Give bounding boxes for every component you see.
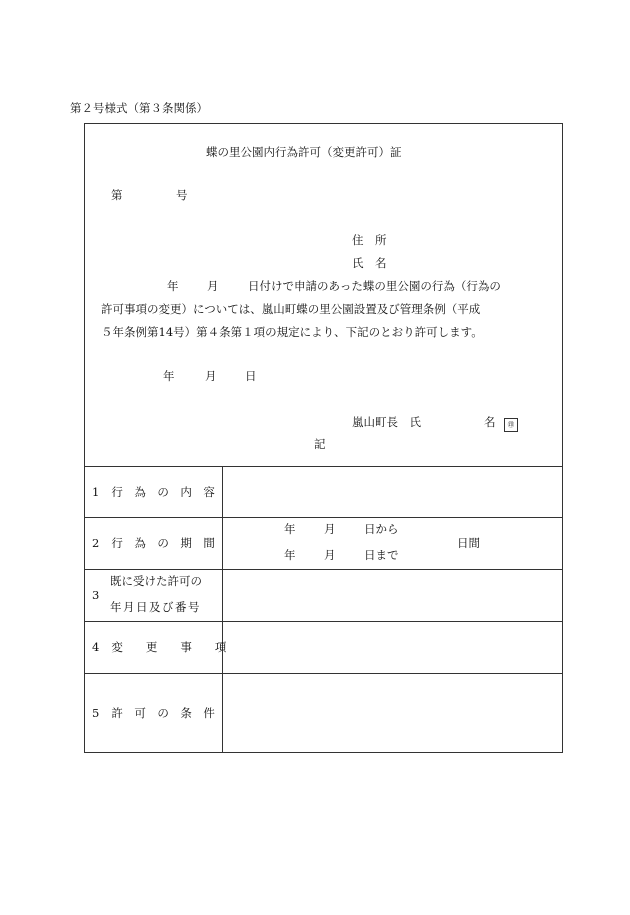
table-column-divider (222, 466, 223, 753)
issue-date-year: 年 (163, 369, 175, 383)
row-prior-permit-label-1: 既に受けた許可の (110, 574, 202, 588)
row-divider (84, 569, 563, 570)
permit-number-suffix: 号 (176, 188, 188, 202)
row-permit-conditions: 5 許 可 の 条 件 (92, 706, 215, 720)
name-label: 氏 名 (352, 256, 387, 270)
period-end-suffix: 日まで (364, 548, 399, 562)
issue-date-month: 月 (205, 369, 217, 383)
note-label: 記 (314, 437, 326, 451)
body-line-1: 日付けで申請のあった蝶の里公園の行為（行為の (248, 279, 501, 293)
application-date-month: 月 (207, 279, 219, 293)
period-end-year: 年 (284, 548, 296, 562)
row-divider (84, 621, 563, 622)
seal-icon: ㊞ (504, 418, 518, 432)
period-start-year: 年 (284, 522, 296, 536)
body-line-2: 許可事項の変更）については、嵐山町蝶の里公園設置及び管理条例（平成 (101, 302, 481, 316)
mayor-name-label: 名 ㊞ (484, 415, 518, 431)
row-change-items: 4 変 更 事 項 (92, 640, 227, 654)
row-activity-period: 2 行 為 の 期 間 (92, 536, 215, 550)
permit-number-prefix: 第 (111, 188, 123, 202)
form-title: 蝶の里公園内行為許可（変更許可）証 (206, 145, 402, 159)
period-start-month: 月 (324, 522, 336, 536)
mayor-title: 嵐山町長 氏 (352, 415, 421, 429)
form-number: 第２号様式（第３条関係） (70, 101, 208, 115)
table-top-border (84, 466, 563, 467)
row-prior-permit-num: 3 (92, 588, 100, 602)
row-prior-permit-label-2: 年月日及び番号 (110, 600, 201, 614)
application-date-year: 年 (167, 279, 179, 293)
row-activity-content: 1 行 為 の 内 容 (92, 485, 215, 499)
period-end-month: 月 (324, 548, 336, 562)
period-start-suffix: 日から (364, 522, 399, 536)
address-label: 住 所 (352, 233, 387, 247)
row-divider (84, 517, 563, 518)
row-divider (84, 673, 563, 674)
period-days: 日間 (457, 536, 480, 550)
body-line-3: ５年条例第14号）第４条第１項の規定により、下記のとおり許可します。 (101, 325, 483, 339)
issue-date-day: 日 (245, 369, 257, 383)
